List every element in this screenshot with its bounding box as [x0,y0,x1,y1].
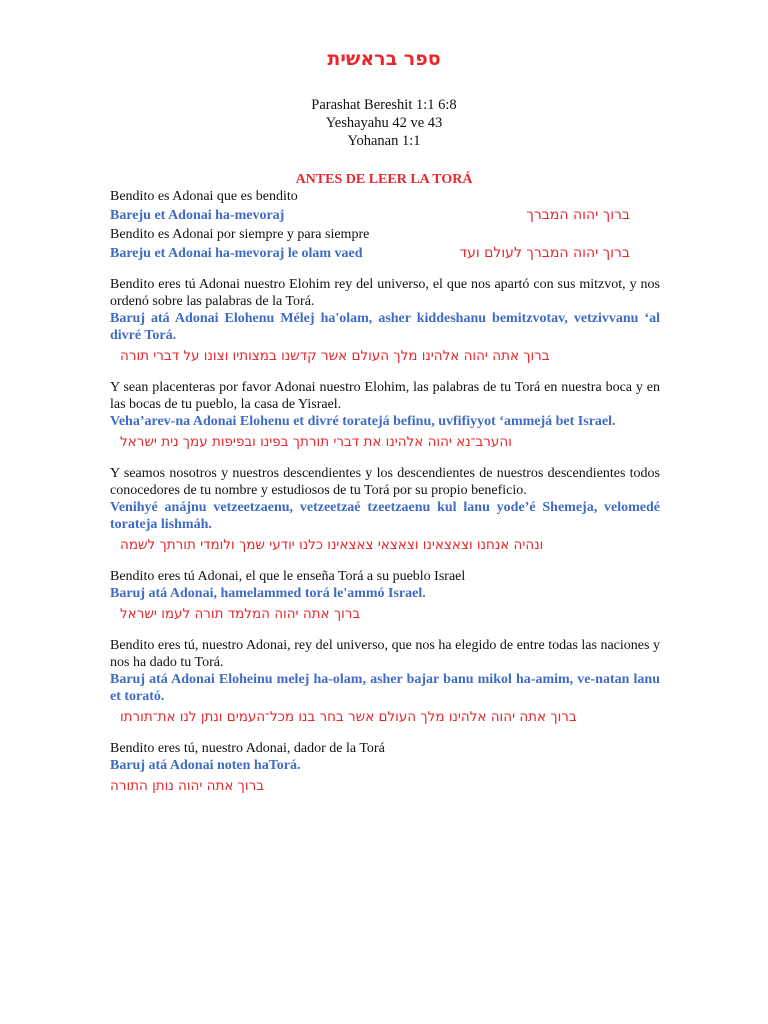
blessing-block [110,637,660,726]
opening-hebrew: ברוך יהוה המברך [526,207,630,223]
reference-yeshayahu: Yeshayahu 42 ve 43 [325,115,443,131]
blessing-transliteration: Baruj atá Adonai noten haTorá. [110,758,301,773]
blessing-spanish: Y sean placenteras por favor Adonai nuestro Elohim, las palabras de tu Torá en nuestra boca y en las bocas de tu pueblo, la casa de Yisrael. [110,380,660,412]
blessing-block [110,379,660,451]
blessing-hebrew: ברוך אתה יהוה המלמד תורה לעמו ישראל [120,606,361,622]
blessing-hebrew: ברוך אתה יהוה נותן התורה [110,778,265,794]
blessing-transliteration: Venihyé anájnu vetzeetzaenu, vetzeetzaé tzeetzaenu kul lanu yode’é Shemeja, velomedé torateja lishmáh. [110,500,660,532]
blessings-content [110,188,660,795]
opening-line [110,207,660,224]
blessing-hebrew: ברוך אתה יהוה אלהינו מלך העולם אשר קדשנו במצותיו וצונו על דברי תורה [120,348,550,364]
blessing-hebrew: ברוך אתה יהוה אלהינו מלך העולם אשר בחר בנו מכל־העמים ונתן לנו את־תורתו [120,709,577,725]
reference-yohanan: Yohanan 1:1 [347,133,421,149]
opening-spanish: Bendito es Adonai que es bendito [110,189,298,204]
section-heading: ANTES DE LEER LA TORÁ [295,172,473,187]
blessing-spanish: Bendito eres tú Adonai, el que le enseña Torá a su pueblo Israel [110,569,466,584]
book-title: ספר בראשית [327,48,441,70]
response-hebrew: ברוך יהוה המברך לעולם ועד [459,245,630,261]
blessing-transliteration: Baruj atá Adonai Elohenu Mélej ha'olam, asher kiddeshanu bemitzvotav, vetzivvanu ‘al divré Torá. [110,311,660,343]
blessing-hebrew: והערב־נא יהוה אלהינו את דברי תורתך בפינו ובפיפות עמך נית ישראל [120,434,512,450]
blessing-transliteration: Baruj atá Adonai, hamelammed torá le'ammó Israel. [110,586,426,601]
blessing-block [110,740,660,795]
blessing-spanish: Bendito eres tú Adonai nuestro Elohim rey del universo, el que nos apartó con sus mitzvot, y nos ordenó sobre las palabras de la Torá. [110,277,660,309]
reference-parashat: Parashat Bereshit 1:1 6:8 [311,97,457,113]
blessing-spanish: Bendito eres tú, nuestro Adonai, dador de la Torá [110,741,385,756]
scripture-references [0,96,768,150]
response-line [110,245,660,262]
response-transliteration: Bareju et Adonai ha-mevoraj le olam vaed [110,246,363,261]
blessing-block [110,568,660,623]
blessing-hebrew: ונהיה אנחנו וצאצאינו וצאצאי צאצאינו כלנו יודעי שמך ולומדי תורתך לשמה [120,537,544,553]
opening-transliteration: Bareju et Adonai ha-mevoraj [110,208,285,223]
blessing-transliteration: Baruj atá Adonai Eloheinu melej ha-olam, asher bajar banu mikol ha-amim, ve-natan lanu et torató. [110,672,660,704]
response-spanish: Bendito es Adonai por siempre y para siempre [110,227,370,242]
blessing-block [110,465,660,554]
blessing-spanish: Y seamos nosotros y nuestros descendientes y los descendientes de nuestros descendientes todos conocedores de tu nombre y estudiosos de tu Torá por su propio beneficio. [110,466,660,498]
blessing-block [110,276,660,365]
blessing-transliteration: Veha’arev-na Adonai Elohenu et divré toratejá befinu, uvfifiyyot ‘ammejá bet Israel. [110,414,616,429]
blessing-spanish: Bendito eres tú, nuestro Adonai, rey del universo, que nos ha elegido de entre todas las naciones y nos ha dado tu Torá. [110,638,660,670]
